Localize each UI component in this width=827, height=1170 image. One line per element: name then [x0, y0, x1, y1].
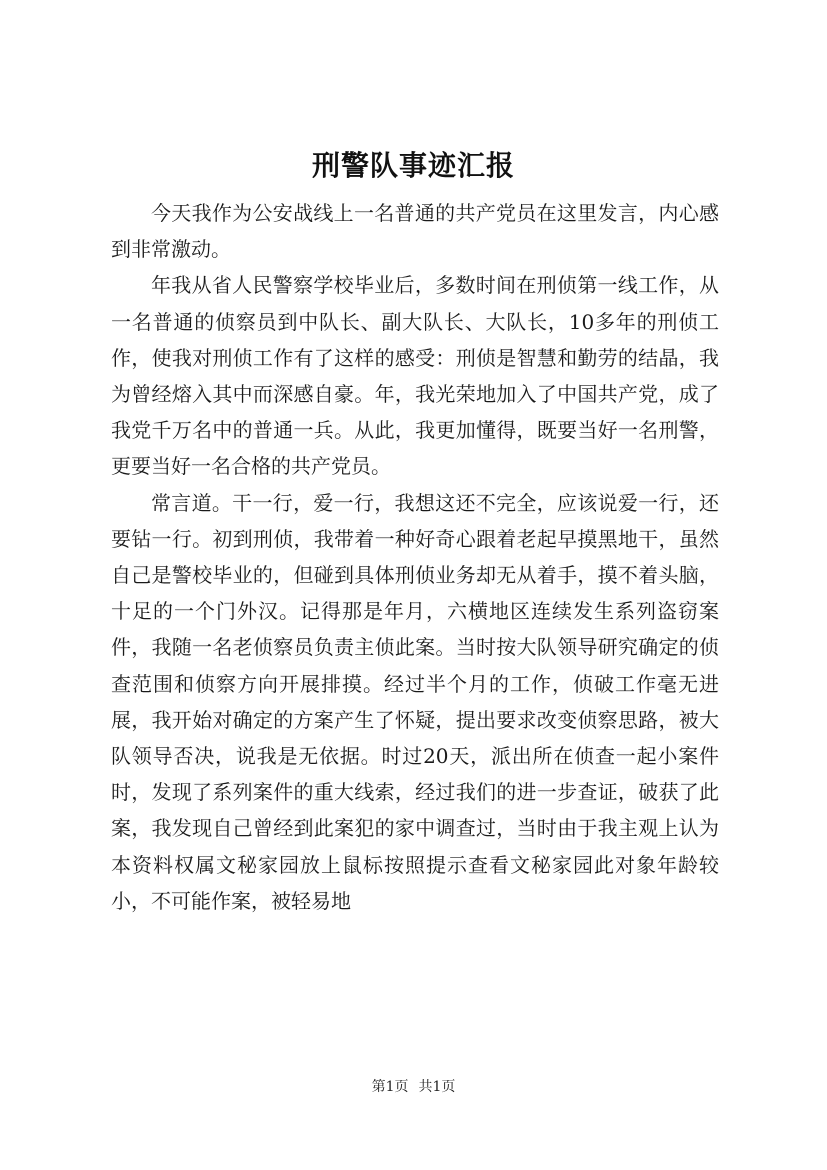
page-total: 共1页 [418, 1079, 456, 1095]
document-title: 刑警队事迹汇报 [311, 149, 515, 182]
paragraph: 年我从省人民警察学校毕业后，多数时间在刑侦第一线工作，从一名普通的侦察员到中队长、副大队长、大队长，10多年的刑侦工作，使我对刑侦工作有了这样的感受：刑侦是智慧和勤劳的结晶，我为曾经熔入其中而深感自豪。年，我光荣地加入了中国共产党，成了我党千万名中的普通一兵。从此，我更加懂得，既要当好一名刑警，更要当好一名合格的共产党员。 [111, 273, 719, 479]
page-number: 第1页 [371, 1079, 409, 1095]
paragraph: 今天我作为公安战线上一名普通的共产党员在这里发言，内心感到非常激动。 [111, 201, 719, 262]
document-body [111, 195, 719, 919]
paragraph: 常言道。干一行，爱一行，我想这还不完全，应该说爱一行，还要钻一行。初到刑侦，我带着一种好奇心跟着老起早摸黑地干，虽然自己是警校毕业的，但碰到具体刑侦业务却无从着手，摸不着头脑，十足的一个门外汉。记得那是年月，六横地区连续发生系列盗窃案件，我随一名老侦察员负责主侦此案。当时按大队领导研究确定的侦查范围和侦察方向开展排摸。经过半个月的工作，侦破工作毫无进展，我开始对确定的方案产生了怀疑，提出要求改变侦察思路，被大队领导否决，说我是无依据。时过20天，派出所在侦查一起小案件时，发现了系列案件的重大线索，经过我们的进一步查证，破获了此案，我发现自己曾经到此案犯的家中调查过，当时由于我主观上认为本资料权属文秘家园放上鼠标按照提示查看文秘家园此对象年龄较小，不可能作案，被轻易地 [111, 490, 719, 913]
page-footer [0, 1077, 827, 1097]
